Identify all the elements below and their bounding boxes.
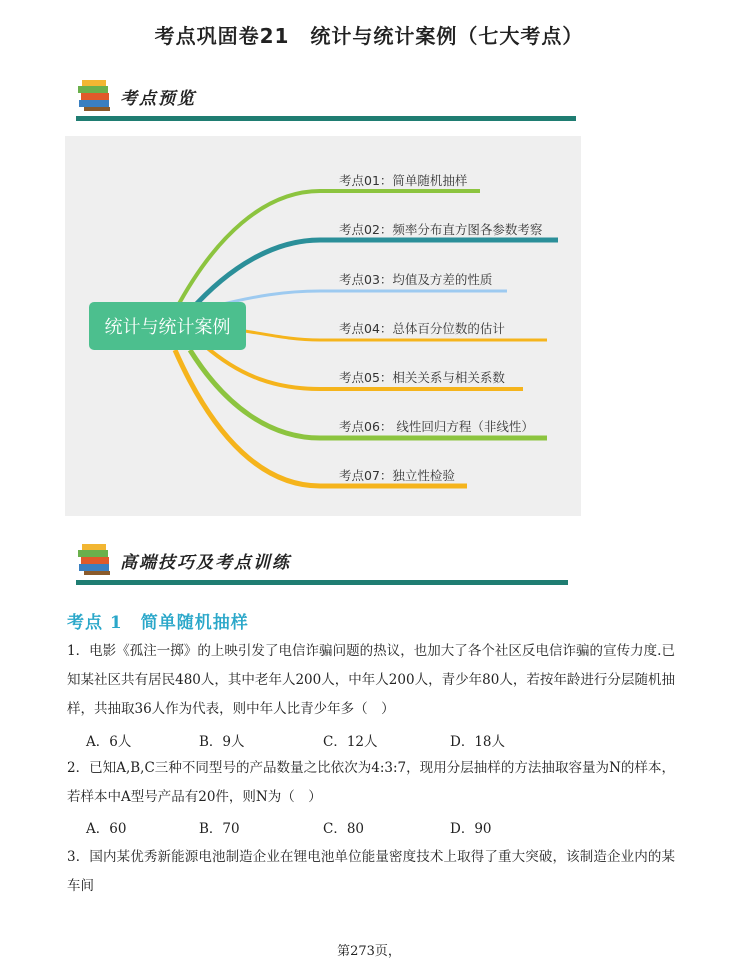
question-1-options bbox=[86, 730, 646, 750]
question-1-text: 1．电影《孤注一掷》的上映引发了电信诈骗问题的热议，也加大了各个社区反电信诈骗的宣传力度.已知某社区共有居民480人，其中老年人200人，中年人200人，青少年80人，若按年龄进行分层随机抽样，共抽取36人作为代表，则中年人比青少年多（ ） bbox=[67, 643, 675, 717]
branch-label-07: 考点07：独立性检验 bbox=[339, 468, 455, 483]
branch-label-01: 考点01：简单随机抽样 bbox=[339, 173, 468, 188]
branch-line-03 bbox=[215, 291, 507, 306]
option-a: A．60 bbox=[86, 821, 127, 837]
topic-heading: 考点 1 简单随机抽样 bbox=[67, 613, 249, 633]
branch-label-05: 考点05：相关关系与相关系数 bbox=[339, 370, 505, 385]
branch-label-04: 考点04：总体百分位数的估计 bbox=[339, 321, 505, 336]
section-header-training bbox=[76, 540, 568, 590]
page-number: 第273页， bbox=[337, 944, 401, 959]
books-icon bbox=[76, 76, 114, 114]
question-3-text: 3．国内某优秀新能源电池制造企业在锂电池单位能量密度技术上取得了重大突破，该制造企业内的某车间 bbox=[67, 849, 675, 894]
question-2-text: 2．已知A,B,C三种不同型号的产品数量之比依次为4:3:7，现用分层抽样的方法抽取容量为N的样本，若样本中A型号产品有20件，则N为（ ） bbox=[67, 760, 675, 805]
option-d: D．90 bbox=[450, 821, 492, 837]
section-rule bbox=[76, 580, 568, 585]
branch-line-01 bbox=[175, 191, 480, 311]
option-b: B．9人 bbox=[199, 734, 245, 750]
document-title: 考点巩固卷21 统计与统计案例（七大考点） bbox=[154, 24, 584, 48]
section-label: 高端技巧及考点训练 bbox=[120, 553, 291, 573]
option-c: C．80 bbox=[323, 821, 365, 837]
option-c: C．12人 bbox=[323, 734, 378, 750]
branch-label-03: 考点03：均值及方差的性质 bbox=[339, 272, 493, 287]
option-d: D．18人 bbox=[450, 734, 506, 750]
section-header-preview bbox=[76, 76, 576, 126]
mind-map-center: 统计与统计案例 bbox=[89, 302, 246, 350]
section-label: 考点预览 bbox=[120, 89, 196, 109]
option-b: B．70 bbox=[199, 821, 240, 837]
mind-map bbox=[65, 136, 581, 516]
section-rule bbox=[76, 116, 576, 121]
question-2-options bbox=[86, 817, 646, 837]
option-a: A．6人 bbox=[86, 734, 132, 750]
books-icon bbox=[76, 540, 114, 578]
branch-label-06: 考点06： 线性回归方程（非线性） bbox=[339, 419, 534, 434]
branch-label-02: 考点02：频率分布直方图各参数考察 bbox=[339, 222, 543, 237]
